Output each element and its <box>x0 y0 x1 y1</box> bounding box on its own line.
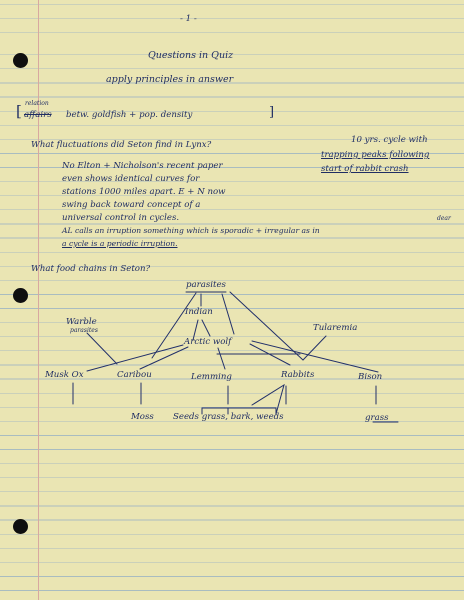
page-number: - 1 - <box>180 14 197 24</box>
line-wolf-bison <box>252 341 378 372</box>
line-indian-wolf <box>202 320 210 336</box>
node-grass: grass <box>365 413 389 423</box>
paragraph-1-line-1: No Elton + Nicholson's recent paper <box>62 161 223 171</box>
node-seeds-grass-bark-weeds: Seeds grass, bark, weeds <box>173 412 284 422</box>
paragraph-1-line-4: swing back toward concept of a <box>62 200 201 210</box>
relation-text: betw. goldfish + pop. density <box>66 110 193 120</box>
node-lemming: Lemming <box>191 372 232 382</box>
question-lynx: What fluctuations did Seton find in Lynx? <box>31 140 212 150</box>
node-moss: Moss <box>131 412 154 422</box>
node-musk-ox: Musk Ox <box>45 370 84 380</box>
paragraph-2-line-1: AL calls an irruption something which is sporadic + irregular as in <box>62 226 320 235</box>
line-wolf-lemming <box>218 348 225 369</box>
side-note-line-1: 10 yrs. cycle with <box>351 135 428 145</box>
heading: Questions in Quiz <box>148 50 234 61</box>
node-rabbits: Rabbits <box>281 370 315 380</box>
node-arctic-wolf: Arctic wolf <box>184 337 232 347</box>
node-indian: Indian <box>185 307 213 317</box>
rabbits-bark-lines <box>252 385 284 414</box>
paragraph-1-line-2: even shows identical curves for <box>62 174 200 184</box>
node-bison: Bison <box>358 372 383 382</box>
paragraph-1-line-5: universal control in cycles. <box>62 213 180 223</box>
struck-word: affairs <box>24 110 52 120</box>
node-caribou: Caribou <box>117 370 152 380</box>
line-wolf-muskox <box>87 345 183 371</box>
side-note-line-2: trapping peaks following <box>321 150 430 160</box>
side-note-line-3: start of rabbit crash <box>321 164 409 174</box>
relation-tag: relation <box>25 100 49 107</box>
line-parasites-caribou <box>152 293 196 358</box>
line-warble-muskox <box>87 333 117 364</box>
bracket-close: ] <box>269 105 275 120</box>
paragraph-2-line-2: a cycle is a periodic irruption. <box>62 239 178 248</box>
question-food-chains: What food chains in Seton? <box>31 264 151 274</box>
subheading: apply principles in answer <box>106 74 234 85</box>
node-tularemia: Tularemia <box>313 323 358 333</box>
line-parasites-rabbits <box>230 292 303 360</box>
node-warble-sub: parasites <box>70 327 98 334</box>
bracket-open: [ <box>16 102 22 120</box>
paragraph-1-line-3: stations 1000 miles apart. E + N now <box>62 187 226 197</box>
paragraph-2-insert: dear <box>437 215 451 222</box>
node-warble: Warble <box>66 317 97 327</box>
node-parasites: parasites <box>186 280 226 290</box>
line-parasites-wolf <box>222 294 234 334</box>
